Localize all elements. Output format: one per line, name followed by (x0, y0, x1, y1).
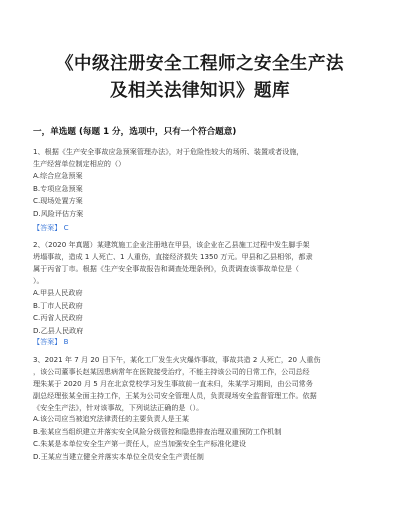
page-title-line-1: 《中级注册安全工程师之安全生产法 (56, 54, 344, 74)
question-3-option-b: B.张某应当组织建立并落实安全风险分级管控和隐患排查治理双重预防工作机制 (33, 426, 282, 436)
section-heading: 一，单选题 (每题 1 分，选项中，只有一个符合题意) (33, 127, 237, 137)
question-1-option-a: A.综合应急预案 (33, 171, 83, 180)
question-2-options (33, 287, 83, 337)
question-3-options (33, 413, 281, 463)
question-1-option-c: C.现场处置方案 (33, 196, 83, 205)
question-3-stem-line: ，该公司董事长赵某因患病常年在医院接受治疗，不能主持该公司的日常工作，公司总经 (33, 367, 310, 376)
question-1-stem-line: 1、根据《生产安全事故应急预案管理办法》，对于危险性较大的场所、装置或者设施， (33, 147, 304, 156)
page-title-line-2: 及相关法律知识》题库 (110, 81, 290, 101)
question-3-stem-line: 理朱某于 2020 月 5 月在北京党校学习发生事故前一直未归，朱某学习期间，由公司常务 (33, 379, 313, 388)
question-2-answer: 【答案】 B (33, 337, 69, 346)
question-1-stem-line: 生产经营单位制定相应的（） (33, 159, 126, 168)
question-1-answer: 【答案】 C (33, 223, 69, 232)
question-2-option-b: B.丁市人民政府 (33, 300, 83, 310)
question-2-stem-line: 2、（2020 年真题）某建筑施工企业注册地在甲县，该企业在乙县施工过程中发生脚手架 (33, 240, 310, 249)
question-1-options (33, 170, 83, 220)
question-2-stem (33, 239, 378, 287)
question-1-stem (33, 146, 378, 170)
question-2-stem-line: 坍塌事故，造成 1 人死亡、1 人重伤，直接经济损失 1350 万元。甲县和乙县相邻，都隶 (33, 252, 313, 261)
question-3-stem-line: 3、2021 年 7 月 20 日下午，某化工厂发生火灾爆炸事故，事故共造 2 人死亡，20 人重伤 (33, 355, 321, 364)
question-2-option-a: A.甲县人民政府 (33, 288, 83, 297)
question-3-stem (33, 354, 378, 414)
question-3-option-c: C.朱某是本单位安全生产第一责任人，应当加强安全生产标准化建设 (33, 439, 246, 448)
question-2-stem-line: ）。 (33, 276, 44, 285)
question-3-stem-line: 《安全生产法》，针对该事故，下列说法正确的是（）。 (33, 403, 204, 412)
question-3-stem-line: 副总经理张某全面主持工作，王某为公司安全管理人员，负责现场安全监督管理工作。依据 (33, 391, 317, 400)
question-2-option-c: C.丙省人民政府 (33, 313, 83, 322)
question-2-stem-line: 属于丙省丁市。根据《生产安全事故报告和调查处理条例》，负责调查该事故单位是（ (33, 264, 300, 273)
question-2-option-d: D.乙县人民政府 (33, 325, 84, 335)
question-1-option-b: B.专项应急预案 (33, 183, 83, 193)
question-1-option-d: D.风险评估方案 (33, 208, 84, 218)
question-3-option-a: A.该公司应当被追究法律责任的主要负责人是王某 (33, 414, 189, 423)
question-3-option-d: D.王某应当建立健全并落实本单位全员安全生产责任制 (33, 451, 204, 461)
